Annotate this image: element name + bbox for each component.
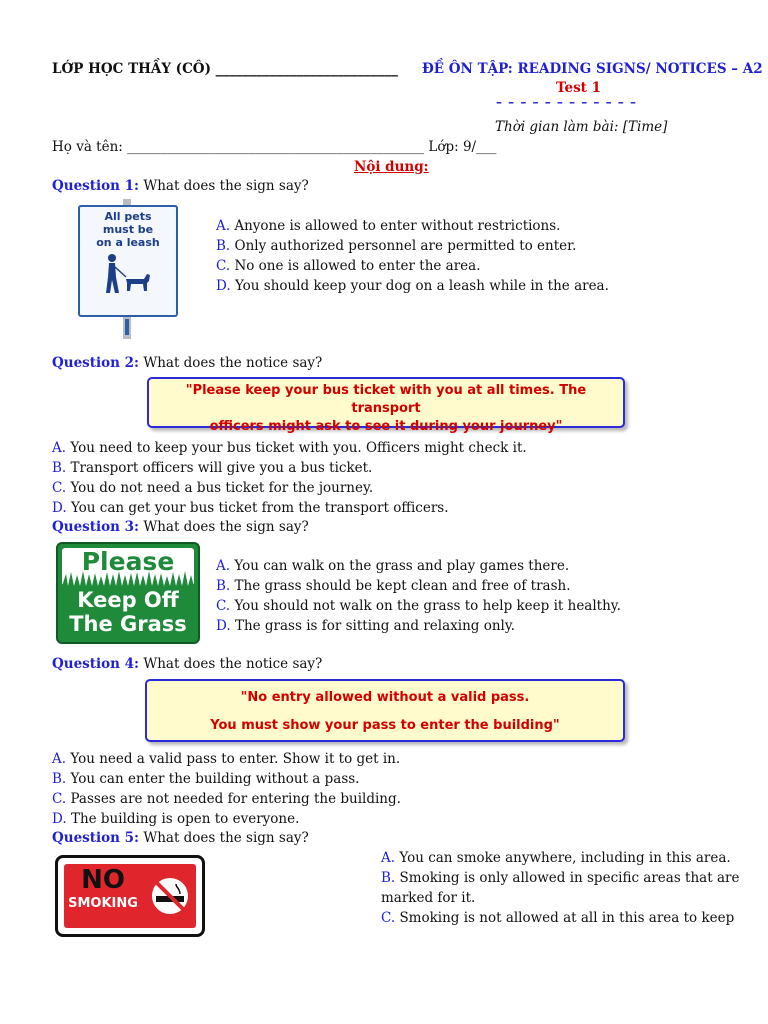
question-prompt: What does the sign say? bbox=[143, 830, 309, 846]
no-smoking-sign bbox=[55, 855, 205, 937]
question-label: Question 2: bbox=[52, 355, 140, 371]
option[interactable]: C. You do not need a bus ticket for the journey. bbox=[52, 480, 374, 496]
sign-line: on a leash bbox=[96, 236, 160, 249]
question-label: Question 5: bbox=[52, 830, 140, 846]
option-continuation: marked for it. bbox=[381, 890, 476, 906]
option[interactable]: B. Transport officers will give you a bus ticket. bbox=[52, 460, 373, 476]
question-prompt: What does the sign say? bbox=[143, 519, 309, 535]
question-3 bbox=[52, 517, 309, 537]
question-prompt: What does the notice say? bbox=[143, 656, 323, 672]
option[interactable]: C. No one is allowed to enter the area. bbox=[216, 258, 481, 274]
question-1 bbox=[52, 176, 309, 196]
sign-line: Keep Off bbox=[77, 588, 179, 612]
question-4 bbox=[52, 654, 322, 674]
option[interactable]: D. You should keep your dog on a leash while in the area. bbox=[216, 278, 609, 294]
question-prompt: What does the notice say? bbox=[143, 355, 323, 371]
option[interactable]: B. The grass should be kept clean and free of trash. bbox=[216, 578, 571, 594]
dog-walker-icon bbox=[100, 253, 156, 297]
sign-line: Please bbox=[81, 547, 175, 576]
option[interactable]: B. Smoking is only allowed in specific areas that are bbox=[381, 870, 740, 886]
sign-line: All pets bbox=[104, 210, 152, 223]
dash-line: – – – – – – – – – – – – bbox=[496, 95, 637, 109]
option[interactable]: C. Smoking is not allowed at all in this area to keep bbox=[381, 910, 735, 926]
sign-line: SMOKING bbox=[68, 896, 138, 911]
option[interactable]: A. Anyone is allowed to enter without restrictions. bbox=[216, 218, 561, 234]
question-2 bbox=[52, 353, 322, 373]
pets-leash-sign bbox=[78, 199, 178, 339]
content-label: Nội dung: bbox=[354, 159, 429, 175]
option[interactable]: B. You can enter the building without a pass. bbox=[52, 771, 360, 787]
valid-pass-notice: "No entry allowed without a valid pass. You must show your pass to enter the building" bbox=[145, 679, 625, 742]
option[interactable]: A. You need to keep your bus ticket with you. Officers might check it. bbox=[52, 440, 527, 456]
option[interactable]: D. You can get your bus ticket from the transport officers. bbox=[52, 500, 449, 516]
option[interactable]: D. The grass is for sitting and relaxing only. bbox=[216, 618, 515, 634]
test-label: Test 1 bbox=[556, 80, 602, 96]
exam-title: ĐỀ ÔN TẬP: READING SIGNS/ NOTICES – A2 bbox=[422, 61, 763, 77]
question-label: Question 3: bbox=[52, 519, 140, 535]
question-prompt: What does the sign say? bbox=[143, 178, 309, 194]
time-label: Thời gian làm bài: [Time] bbox=[495, 119, 668, 135]
question-label: Question 4: bbox=[52, 656, 140, 672]
question-5 bbox=[52, 828, 309, 848]
question-label: Question 1: bbox=[52, 178, 140, 194]
sign-line: must be bbox=[102, 223, 154, 236]
option[interactable]: A. You can smoke anywhere, including in this area. bbox=[381, 850, 731, 866]
option[interactable]: C. Passes are not needed for entering the building. bbox=[52, 791, 401, 807]
class-label: LỚP HỌC THẦY (CÔ) ___________________________ bbox=[52, 61, 398, 77]
bus-ticket-notice: "Please keep your bus ticket with you at all times. The transport officers might ask to see it during your journey" bbox=[147, 377, 625, 428]
sign-line: NO bbox=[81, 865, 125, 895]
name-label: Họ và tên: ____________________________________________ Lớp: 9/___ bbox=[52, 139, 497, 155]
no-smoking-icon bbox=[146, 872, 194, 920]
sign-line: The Grass bbox=[69, 612, 187, 636]
option[interactable]: B. Only authorized personnel are permitted to enter. bbox=[216, 238, 577, 254]
option[interactable]: D. The building is open to everyone. bbox=[52, 811, 300, 827]
option[interactable]: A. You need a valid pass to enter. Show it to get in. bbox=[52, 751, 401, 767]
option[interactable]: A. You can walk on the grass and play games there. bbox=[216, 558, 570, 574]
option[interactable]: C. You should not walk on the grass to help keep it healthy. bbox=[216, 598, 621, 614]
keep-off-grass-sign bbox=[56, 542, 200, 644]
